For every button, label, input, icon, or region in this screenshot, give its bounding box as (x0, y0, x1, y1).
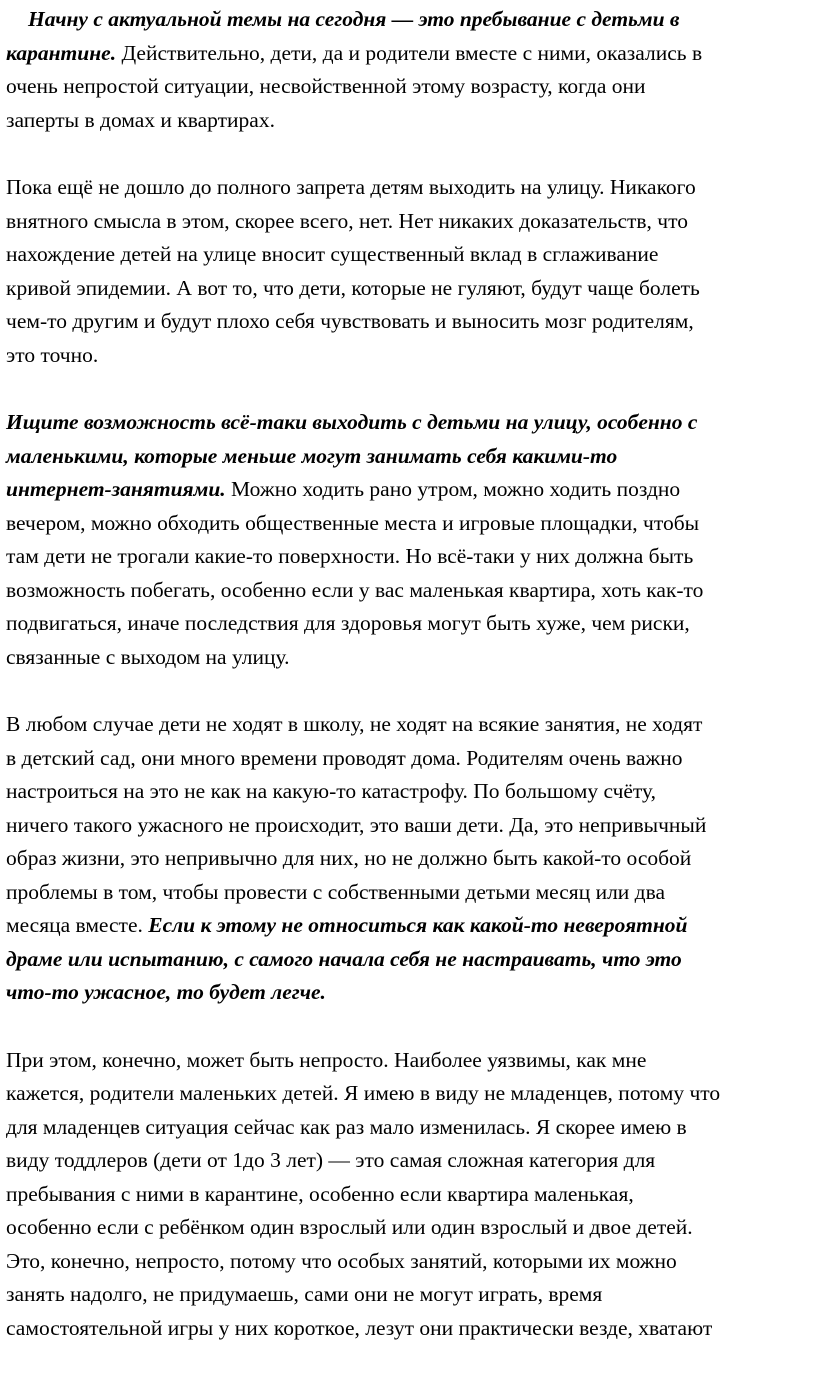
body-text: Можно ходить рано утром, можно ходить поздно (225, 477, 681, 501)
body-text: кажется, родители маленьких детей. Я имею в виду не младенцев, потому что (6, 1081, 721, 1105)
body-text: заперты в домах и квартирах. (6, 107, 275, 132)
emphasis-text: Начну с актуальной темы на сегодня — это пребывание с детьми в (28, 7, 680, 31)
emphasis-text: Ищите возможность всё-таки выходить с детьми на улицу, особенно с (6, 410, 698, 434)
body-text: в детский сад, они много времени проводят дома. Родителям очень важно (6, 745, 683, 770)
emphasis-text: маленькими, которые меньше могут занимать себя какими-то (6, 443, 618, 468)
text-line (6, 1044, 812, 1078)
paragraph (6, 708, 812, 1010)
text-line (6, 708, 812, 742)
body-text: вечером, можно обходить общественные места и игровые площадки, чтобы (6, 510, 700, 535)
text-line (6, 574, 812, 608)
paragraph (6, 171, 812, 372)
paragraph (6, 1044, 812, 1346)
text-line (6, 339, 812, 373)
text-line (6, 1144, 812, 1178)
emphasis-text: что-то ужасное, то будет легче. (6, 980, 326, 1004)
body-text: внятного смысла в этом, скорее всего, нет. Нет никаких доказательств, что (6, 208, 688, 233)
text-line (6, 440, 812, 474)
body-text: кривой эпидемии. А вот то, что дети, которые не гуляют, будут чаще болеть (6, 275, 700, 300)
body-text: нахождение детей на улице вносит существенный вклад в сглаживание (6, 242, 659, 266)
text-line (6, 37, 812, 71)
text-line (6, 1312, 812, 1346)
body-text: чем-то другим и будут плохо себя чувствовать и выносить мозг родителям, (6, 309, 694, 333)
body-text: занять надолго, не придумаешь, сами они не могут играть, время (6, 1282, 603, 1306)
paragraph (6, 406, 812, 674)
body-text: Пока ещё не дошло до полного запрета детям выходить на улицу. Никакого (6, 175, 696, 199)
text-line (6, 976, 812, 1010)
text-line (6, 507, 812, 541)
body-text: Это, конечно, непросто, потому что особых занятий, которыми их можно (6, 1248, 677, 1273)
text-line (6, 272, 812, 306)
text-line (6, 943, 812, 977)
emphasis-text: Если к этому не относиться как какой-то невероятной (148, 913, 688, 937)
emphasis-text: драме или испытанию, с самого начала себя не настраивать, что это (6, 946, 682, 971)
text-line (6, 3, 812, 37)
text-line (6, 104, 812, 138)
text-line (6, 1178, 812, 1212)
body-text: для младенцев ситуация сейчас как раз мало изменилась. Я скорее имею в (6, 1114, 687, 1139)
text-line (6, 1211, 812, 1245)
text-line (6, 1278, 812, 1312)
body-text: возможность побегать, особенно если у вас маленькая квартира, хоть как-то (6, 577, 704, 602)
text-line (6, 641, 812, 675)
body-text: самостоятельной игры у них короткое, лезут они практически везде, хватают (6, 1315, 713, 1340)
emphasis-text: карантине. (6, 40, 117, 65)
emphasis-text: интернет-занятиями. (6, 477, 226, 501)
body-text: это точно. (6, 342, 99, 367)
body-text: В любом случае дети не ходят в школу, не ходят на всякие занятия, не ходят (6, 712, 703, 736)
body-text: образ жизни, это непривычно для них, но не должно быть какой-то особой (6, 846, 692, 870)
body-text: подвигаться, иначе последствия для здоровья могут быть хуже, чем риски, (6, 611, 690, 635)
text-line (6, 305, 812, 339)
text-line (6, 775, 812, 809)
body-text: там дети не трогали какие-то поверхности. Но всё-таки у них должна быть (6, 544, 694, 568)
body-text: месяца вместе. (6, 913, 149, 937)
text-line (6, 1111, 812, 1145)
body-text: связанные с выходом на улицу. (6, 644, 290, 669)
text-line (6, 809, 812, 843)
text-line (6, 205, 812, 239)
text-line (6, 70, 812, 104)
text-line (6, 171, 812, 205)
body-text: При этом, конечно, может быть непросто. Наиболее уязвимы, как мне (6, 1047, 647, 1072)
body-text: ничего такого ужасного не происходит, это ваши дети. Да, это непривычный (6, 812, 707, 837)
document-page (6, 0, 812, 1379)
body-text: Действительно, дети, да и родители вместе с ними, оказались в (116, 40, 703, 65)
body-text: настроиться на это не как на какую-то катастрофу. По большому счёту, (6, 779, 657, 803)
paragraph (6, 3, 812, 137)
text-line (6, 540, 812, 574)
text-line (6, 909, 812, 943)
body-text: виду тоддлеров (дети от 1до 3 лет) — это самая сложная категория для (6, 1148, 656, 1172)
body-text: проблемы в том, чтобы провести с собственными детьми месяц или два (6, 879, 666, 904)
body-text: пребывания с ними в карантине, особенно если квартира маленькая, (6, 1181, 634, 1206)
text-line (6, 473, 812, 507)
text-line (6, 238, 812, 272)
text-line (6, 1245, 812, 1279)
body-text: особенно если с ребёнком один взрослый или один взрослый и двое детей. (6, 1215, 693, 1239)
text-line (6, 406, 812, 440)
text-line (6, 1077, 812, 1111)
text-line (6, 742, 812, 776)
text-line (6, 876, 812, 910)
text-line (6, 842, 812, 876)
body-text: очень непростой ситуации, несвойственной этому возрасту, когда они (6, 74, 646, 98)
text-line (6, 607, 812, 641)
